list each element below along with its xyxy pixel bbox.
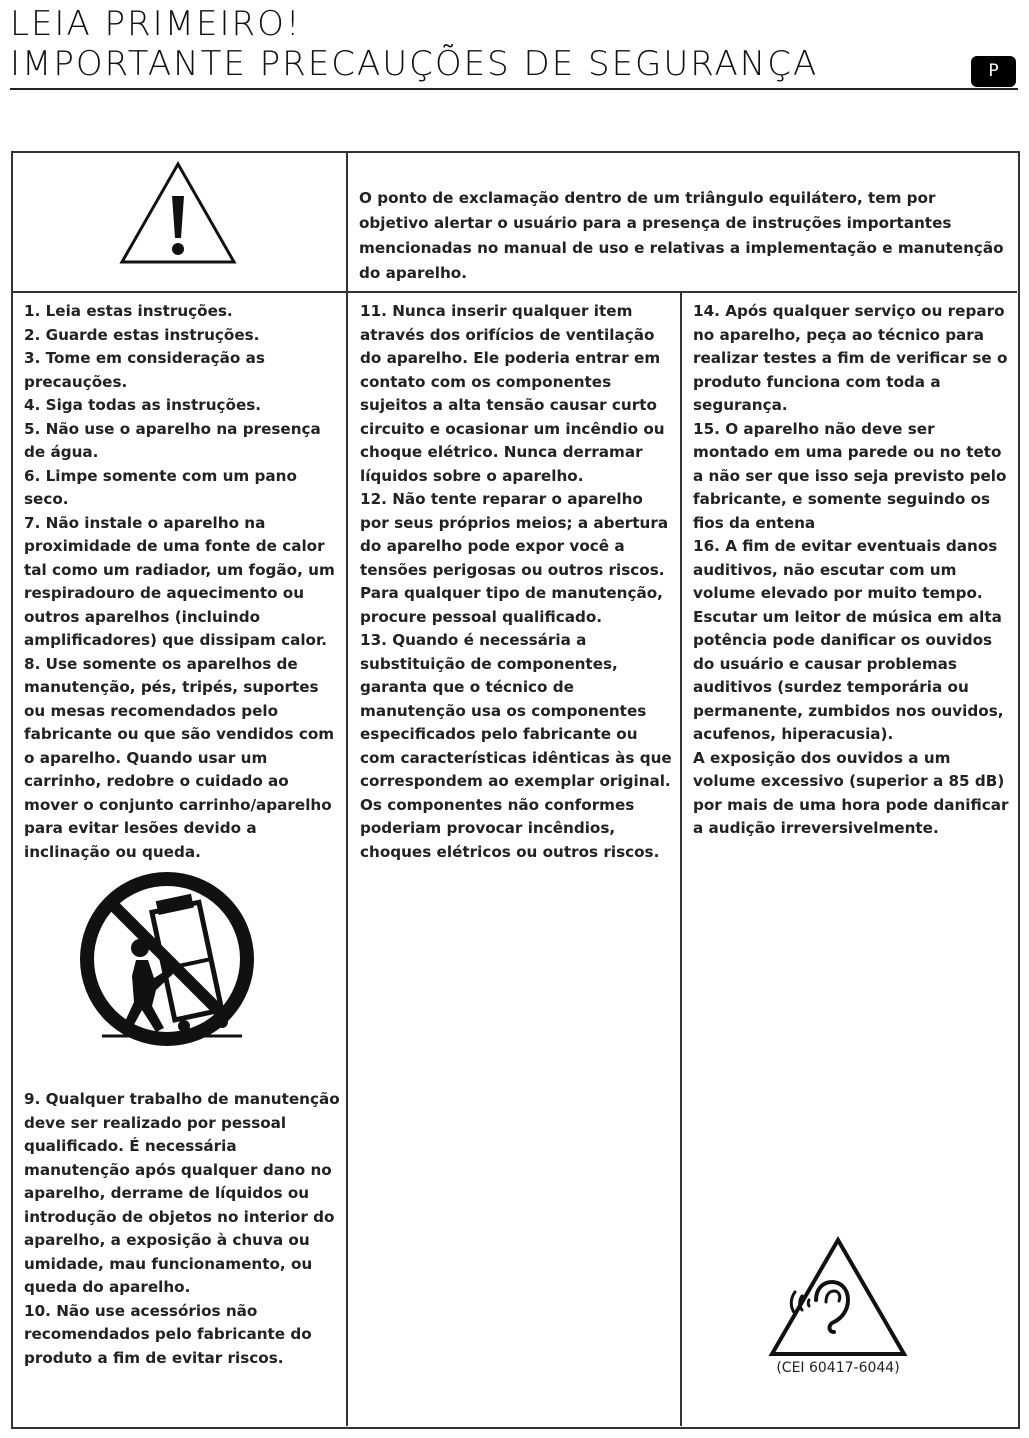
instruction-2: 2. Guarde estas instruções.	[24, 325, 260, 344]
page-header	[10, 4, 1018, 90]
intro-text: O ponto de exclamação dentro de um triângulo equilátero, tem por objetivo alertar o usuário para a presença de instruções importantes mencionadas no manual de uso e relativas a implementação e manutenção do aparelho.	[359, 189, 1004, 282]
instruction-14: 14. Após qualquer serviço ou reparo no aparelho, peça ao técnico para realizar testes a fim de verificar se o produto funciona com toda a segurança.	[693, 302, 1008, 414]
instruction-15: 15. O aparelho não deve ser montado em uma parede ou no teto a não ser que isso seja previsto pelo fabricante, e somente seguindo os fios da entena	[693, 419, 1007, 532]
instructions-column-1b	[24, 1088, 342, 1370]
row-divider	[12, 291, 1017, 293]
instruction-4: 4. Siga todas as instruções.	[24, 396, 262, 414]
exclamation-triangle-icon	[118, 160, 238, 266]
instructions-column-1	[24, 300, 342, 864]
language-badge: P	[971, 56, 1016, 87]
instruction-13: 13. Quando é necessária a substituição de componentes, garanta que o técnico de manutenção usa os componentes especificados pelo fabricante ou com características idênticas às que correspondem ao exemplar original. Os componentes não conformes poderiam provocar incêndios, choques elétricos ou outros riscos.	[360, 631, 672, 861]
instruction-11: 11. Nunca inserir qualquer item através dos orifícios de ventilação do aparelho. Ele poderia entrar em contato com os componentes sujeitos a alta tensão causar curto circuito e ocasionar um incêndio ou choque elétrico. Nunca derramar líquidos sobre o aparelho.	[360, 302, 665, 485]
title-line-1: LEIA PRIMEIRO!	[10, 4, 302, 44]
instruction-10: 10. Não use acessórios não recomendados pelo fabricante do produto a fim de evitar riscos.	[24, 1301, 312, 1367]
instructions-column-3	[693, 300, 1009, 841]
column-divider-1	[346, 152, 348, 1426]
title-line-2: IMPORTANTE PRECAUÇÕES DE SEGURANÇA	[10, 44, 819, 84]
instruction-16: 16. A fim de evitar eventuais danos auditivos, não escutar com um volume elevado por muito tempo. Escutar um leitor de música em alta potência pode danificar os ouvidos do usuário e causar problemas auditivos (surdez temporária ou permanente, zumbidos nos ouvidos, acufenos, hiperacusia).	[693, 537, 1004, 743]
column-divider-2	[680, 292, 682, 1426]
instruction-1: 1. Leia estas instruções.	[24, 302, 233, 320]
instruction-7: 7. Não instale o aparelho na proximidade de uma fonte de calor tal como um radiador, um fogão, um respiradouro de aquecimento ou outros aparelhos (incluindo amplificadores) que dissipam calor.	[24, 513, 335, 649]
instruction-16-note: A exposição dos ouvidos a um volume excessivo (superior a 85 dB) por mais de uma hora pode danificar a audição irreversivelmente.	[693, 748, 1009, 837]
instruction-5: 5. Não use o aparelho na presença de água.	[24, 419, 321, 461]
hearing-caption: (CEI 60417-6044)	[776, 1360, 900, 1376]
hearing-warning-icon	[768, 1236, 908, 1358]
instruction-8: 8. Use somente os aparelhos de manutenção, pés, tripés, suportes ou mesas recomendados pelo fabricante ou que são vendidos com o aparelho. Quando usar um carrinho, redobre o cuidado ao mover o conjunto carrinho/aparelho para evitar lesões devido a inclinação ou queda.	[24, 654, 335, 861]
instruction-6: 6. Limpe somente com um pano seco.	[24, 466, 297, 508]
instruction-9: 9. Qualquer trabalho de manutenção deve ser realizado por pessoal qualificado. É necessária manutenção após qualquer dano no aparelho, derrame de líquidos ou introdução de objetos no interior do aparelho, a exposição à chuva ou umidade, mau funcionamento, ou queda do aparelho.	[24, 1090, 340, 1296]
no-tipping-cart-icon	[74, 866, 260, 1052]
instruction-12: 12. Não tente reparar o aparelho por seus próprios meios; a abertura do aparelho pode expor você a tensões perigosas ou outros riscos. Para qualquer tipo de manutenção, procure pessoal qualificado.	[360, 490, 669, 626]
instructions-column-2	[360, 300, 672, 864]
instruction-3: 3. Tome em consideração as precauções.	[24, 349, 265, 391]
